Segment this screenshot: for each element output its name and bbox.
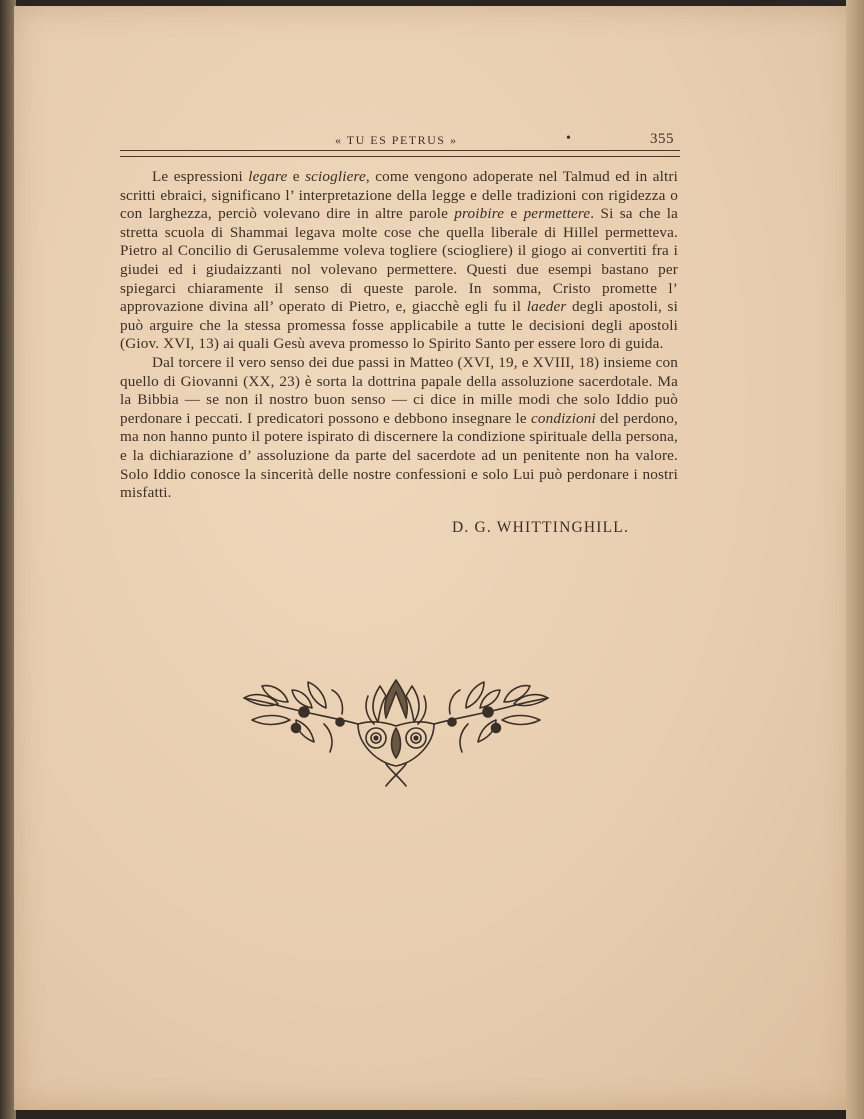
text-run: . Si sa che la stretta scuola di Shammai legava molte cose che quella liberale di Hillel permetteva. Pietro al Concilio di Gerusalemme voleva togliere (sciogliere) il giogo ai convertiti fra i giudei ed i giudaizzanti nol volevano permettere. Questi due esempi bastano per spiegarci chiaramente il senso di queste parole. In somma, Cristo promette l’ approvazione divina all’ operato di Pietro, e, giacchè egli fu il bbox=[120, 205, 678, 316]
article-body bbox=[120, 168, 678, 503]
italic-term: proibire bbox=[454, 205, 505, 223]
text-run: del perdono, ma non hanno punto il potere ispirato di discernere la condizione spirituale della persona, e la dichiarazione d’ assoluzione da parte del sacerdote ad un penitente non ha valore. Solo Iddio conosce la sincerità delle nostre confessioni e solo Lui può perdonare i nostri misfatti. bbox=[120, 409, 678, 502]
italic-term: legare bbox=[248, 168, 288, 185]
floral-vignette-icon bbox=[240, 662, 552, 792]
running-bullet: • bbox=[566, 131, 573, 146]
text-run: e bbox=[504, 205, 524, 223]
author-signature: D. G. WHITTINGHILL. bbox=[452, 519, 630, 536]
text-run: Le espressioni bbox=[152, 168, 249, 185]
text-run: Dal torcere il vero senso dei due passi in Matteo (XVI, 19, e XVIII, 18) insieme con quello di Giovanni (XX, 23) è sorta la dottrina papale della assoluzione sacerdotale. Ma la Bibbia — se non il nostro buon senso — ci dice in mille modi che solo Iddio può perdonare i peccati. I predicatori possono e debbono insegnare le bbox=[120, 353, 678, 427]
text-run: , come vengono adoperate nel Talmud ed in altri scritti ebraici, significano l’ interpretazione della legge e delle tradizioni con rigidezza o con larghezza, perciò volevano dire in altre parole bbox=[120, 168, 678, 223]
paragraph-2 bbox=[120, 354, 678, 503]
italic-term: condizioni bbox=[531, 409, 596, 427]
header-double-rule bbox=[120, 150, 680, 157]
italic-term: laeder bbox=[526, 298, 567, 316]
italic-term: permettere bbox=[523, 205, 591, 223]
running-title: « TU ES PETRUS » bbox=[335, 133, 458, 147]
text-run: e bbox=[287, 168, 306, 185]
italic-term: sciogliere bbox=[305, 168, 366, 185]
paragraph-1 bbox=[120, 168, 678, 354]
page-stack-edge bbox=[846, 0, 864, 1119]
text-run: degli apostoli, si può arguire che la stessa promessa fosse applicabile a tutte le decisioni degli apostoli (Giov. XVI, 13) ai quali Gesù aveva promesso lo Spirito Santo per essere loro di guida. bbox=[120, 298, 678, 353]
running-head bbox=[120, 131, 680, 149]
page-number: 355 bbox=[650, 131, 674, 147]
